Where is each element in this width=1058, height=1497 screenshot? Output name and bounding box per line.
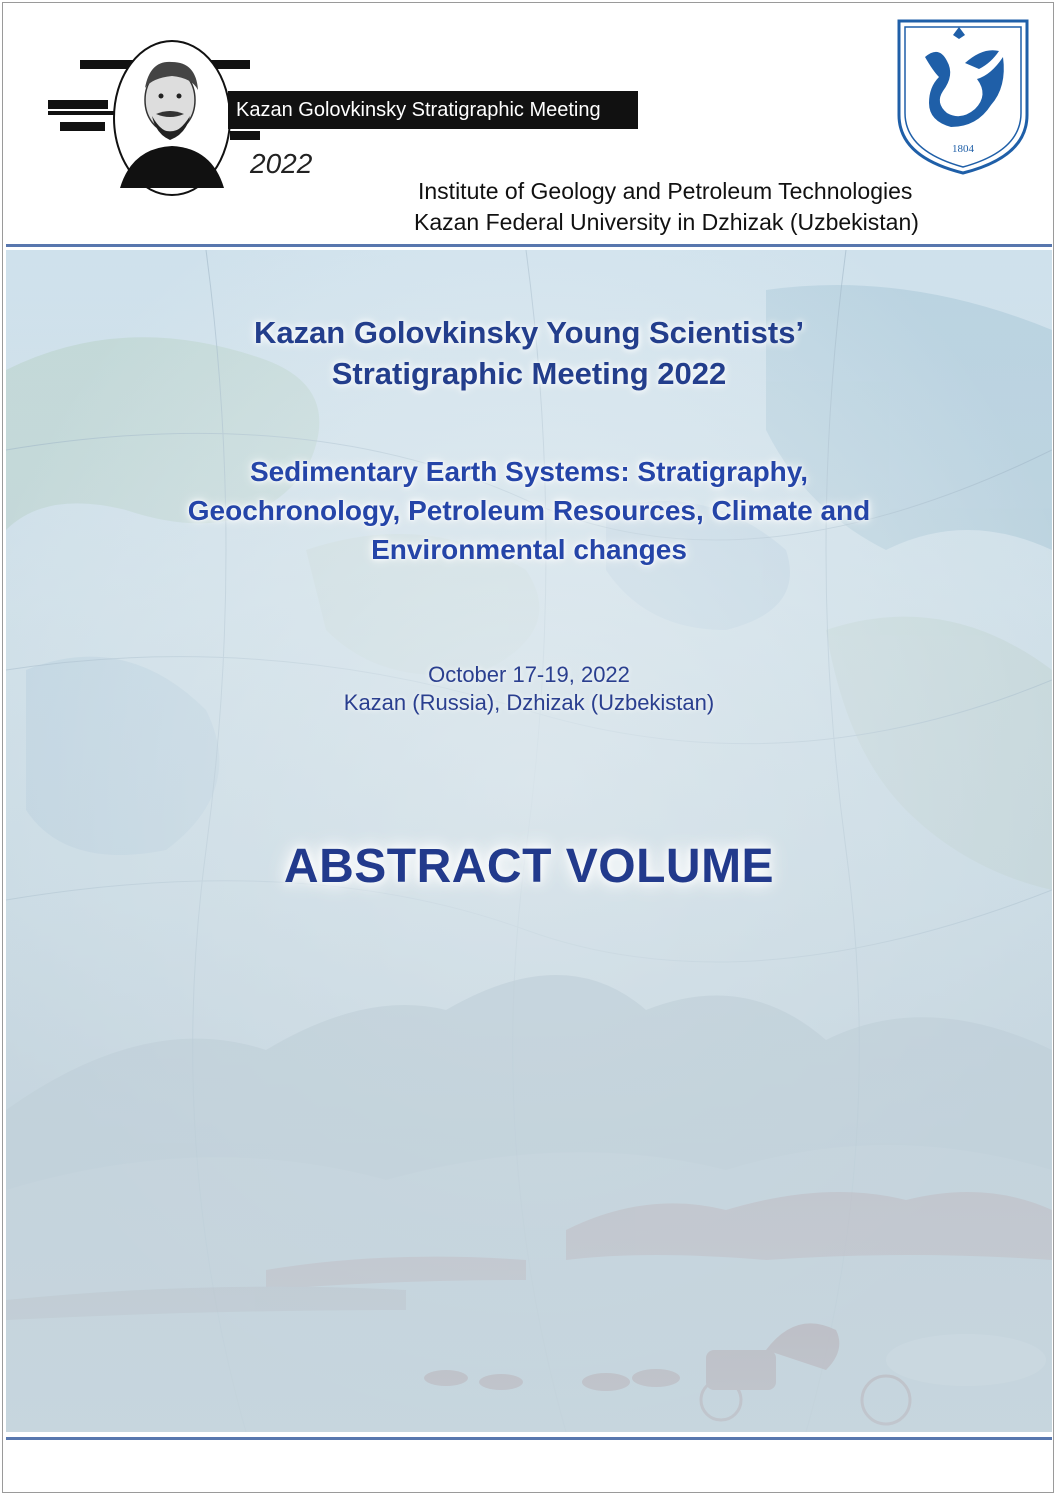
- footer-divider: [6, 1437, 1052, 1440]
- event-info: [6, 661, 1052, 717]
- event-location: Kazan (Russia), Dzhizak (Uzbekistan): [343, 690, 715, 715]
- title-line-2: Stratigraphic Meeting 2022: [331, 356, 727, 391]
- title-line-1: Kazan Golovkinsky Young Scientists’: [253, 315, 805, 350]
- institute-name: Institute of Geology and Petroleum Technologies: [418, 178, 913, 204]
- header: [0, 0, 1058, 245]
- university-name: Kazan Federal University in Dzhizak (Uzbekistan): [414, 209, 919, 235]
- conference-title: [6, 312, 1052, 394]
- abstract-volume-heading: ABSTRACT VOLUME: [283, 840, 775, 893]
- conference-subtitle: [6, 452, 1052, 569]
- golovkinsky-portrait-icon: [112, 38, 232, 196]
- subtitle-line-3: Environmental changes: [371, 534, 687, 565]
- event-dates: October 17-19, 2022: [428, 662, 630, 687]
- meeting-year: 2022: [250, 148, 313, 179]
- meeting-badge: Kazan Golovkinsky Stratigraphic Meeting: [228, 91, 638, 129]
- header-divider: [6, 244, 1052, 247]
- subtitle-line-2: Geochronology, Petroleum Resources, Climate and: [187, 495, 871, 526]
- cover-art: [6, 250, 1052, 1432]
- kfu-emblem-icon: [895, 17, 1031, 176]
- emblem-year: 1804: [952, 143, 974, 155]
- subtitle-line-1: Sedimentary Earth Systems: Stratigraphy,: [249, 456, 809, 487]
